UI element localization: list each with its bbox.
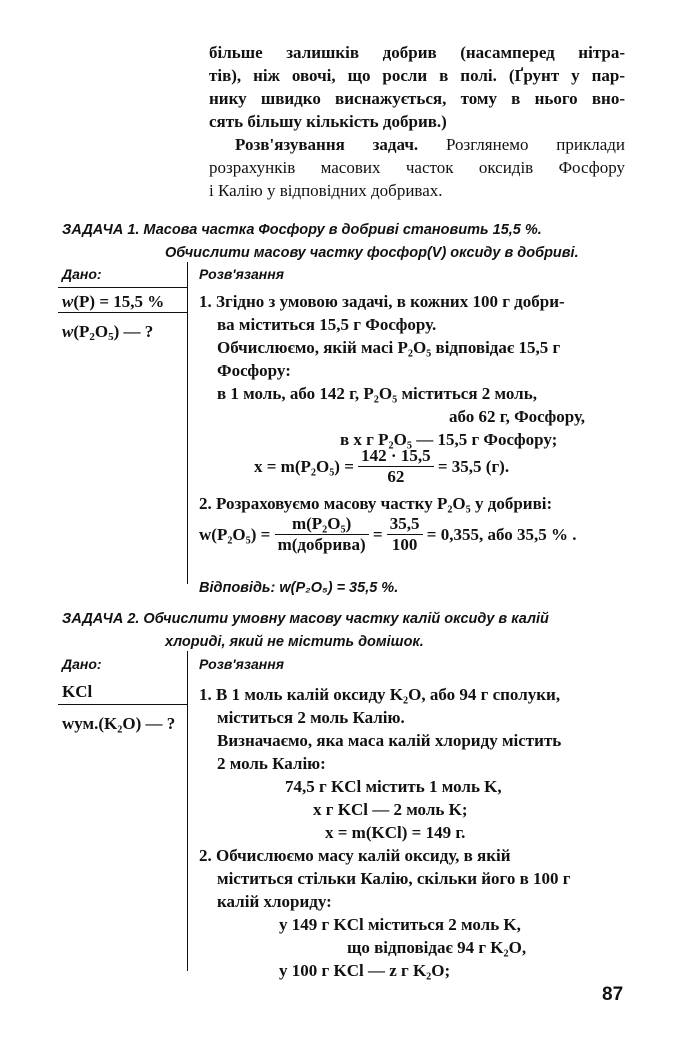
task2-step2-line: що відповідає 94 г K₂O, xyxy=(347,938,527,957)
intro-line: і Калію у відповідних добривах. xyxy=(209,181,443,200)
task1-rule-top xyxy=(58,287,187,288)
solving-heading: Розв'язування задач. xyxy=(235,135,419,154)
task2-rule xyxy=(58,704,187,705)
task2-step2-line: 2. Обчислюємо масу калій оксиду, в якій xyxy=(199,846,511,865)
task1-solution-label: Розв'язання xyxy=(199,266,284,282)
task2-step1-line: 74,5 г KCl містить 1 моль K, xyxy=(285,777,502,796)
task2-step2-line: у 100 г KCl — z г K₂O; xyxy=(279,961,451,980)
task2-step1-line: 2 моль Калію: xyxy=(217,754,326,773)
task2-step2-line: у 149 г KCl міститься 2 моль K, xyxy=(279,915,521,934)
intro-line: нику швидко виснажується, тому в нього вно- xyxy=(209,89,625,108)
intro-line: тів), ніж овочі, що росли в полі. (Ґрунт у пар- xyxy=(209,66,625,85)
fraction: $\frac{\text{m(P₂O₅)}}{\text{m(добрива)}}$ xyxy=(275,514,369,555)
page-number: 87 xyxy=(602,984,624,1005)
intro-line: більше залишків добрив (насамперед нітра- xyxy=(209,43,625,62)
fraction: $\frac{35,5}{100}$ xyxy=(387,514,423,555)
task2-title-line2: хлориді, який не містить домішок. xyxy=(165,634,424,650)
task1-find: $w(P_2O_5)$ — ? xyxy=(62,322,154,343)
task2-step1-line: 1. В 1 моль калій оксиду K₂O, або 94 г сполуки, xyxy=(199,685,561,704)
task1-step2: 2. Розраховуємо масову частку P₂O₅ у добриві: xyxy=(199,494,553,513)
intro-line: Розв'язування задач. Розглянемо приклади xyxy=(235,135,625,154)
task2-step1-line: x г KCl — 2 моль K; xyxy=(313,800,468,819)
task2-solution-label: Розв'язання xyxy=(199,656,284,672)
task1-title-line2: Обчислити масову частку фосфор(V) оксиду в добриві. xyxy=(165,245,579,261)
task1-step1-line: 1. Згідно з умовою задачі, в кожних 100 г добри- xyxy=(199,292,565,311)
task2-step1-line: x = m(KCl) = 149 г. xyxy=(325,823,466,842)
task1-step1-line: Фосфору: xyxy=(217,361,291,380)
task2-find: wум.(K₂O) — ? xyxy=(62,714,176,733)
intro-line: розрахунків масових часток оксидів Фосфору xyxy=(209,158,625,177)
task2-given-label: Дано: xyxy=(62,656,102,672)
task2-vertical-rule xyxy=(187,651,188,971)
task1-answer: Відповідь: w(P₂O₅) = 35,5 %. xyxy=(199,580,399,596)
intro-paragraph xyxy=(209,41,625,202)
intro-line: сять більшу кількість добрив.) xyxy=(209,112,447,131)
task1-step1-line: Обчислюємо, якій масі P₂O₅ відповідає 15,5 г xyxy=(217,338,561,357)
task1-step1-line: або 62 г, Фосфору, xyxy=(449,407,586,426)
task2-step2-line: міститься стільки Калію, скільки його в 100 г xyxy=(217,869,571,888)
task1-title-line1: ЗАДАЧА 1. Масова частка Фосфору в добриві становить 15,5 %. xyxy=(62,222,542,238)
task1-vertical-rule xyxy=(187,262,188,584)
task1-step1-line: в 1 моль, або 142 г, P₂O₅ міститься 2 моль, xyxy=(217,384,537,403)
task1-step1-line: ва міститься 15,5 г Фосфору. xyxy=(217,315,437,334)
task1-equation-2: w(P₂O₅) = $\frac{\text{m(P₂O₅)}}{\text{m(добрива)}}$ = $\frac{35,5}{100}$ = 0,355, або 35,5 % . xyxy=(199,514,577,554)
task2-step1-line: міститься 2 моль Калію. xyxy=(217,708,405,727)
task1-given-label: Дано: xyxy=(62,266,102,282)
task1-given-value: w(P) = 15,5 % xyxy=(62,292,165,311)
task2-step2-line: калій хлориду: xyxy=(217,892,332,911)
task2-given-value: KCl xyxy=(62,682,93,701)
task1-step1-line: в x г P₂O₅ — 15,5 г Фосфору; xyxy=(340,430,558,449)
task1-equation-1: x = m(P₂O₅) = $\frac{142 \cdot 15,5}{62}$ = 35,5 (г). xyxy=(254,446,510,486)
task2-title-line1: ЗАДАЧА 2. Обчислити умовну масову частку калій оксиду в калій xyxy=(62,611,549,627)
fraction: $\frac{142 \cdot 15,5}{62}$ xyxy=(358,446,433,487)
task2-step1-line: Визначаємо, яка маса калій хлориду містить xyxy=(217,731,562,750)
